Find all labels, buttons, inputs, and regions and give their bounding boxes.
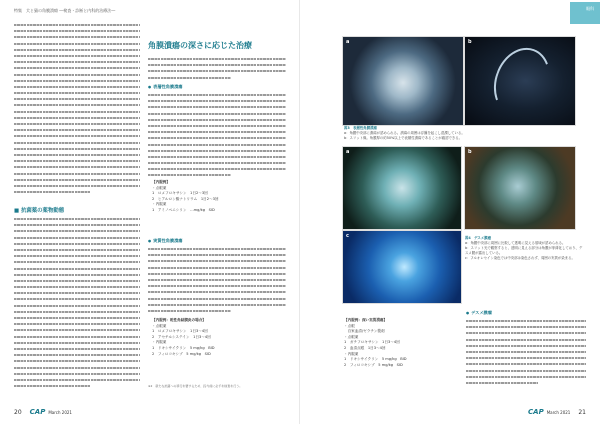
right-page — [300, 0, 600, 424]
footer-right: CAP March 2021 21 — [528, 408, 586, 416]
body-text-column-2c — [148, 246, 286, 314]
subheading-superficial: ● 表層性角膜潰瘍 — [148, 84, 182, 90]
prescription-box-3: 【内服例：深い実質潰瘍】 ・点眼 自家血清/ゼラチン製剤 ・点眼薬 1 ガチフロキサシン 1日3〜4回 2 血清点眼 1日3〜4回 ・内服薬 1 ドキシサイクリン 5 mg/kg BID 2 フィロコキシブ 5 mg/kg SID — [344, 318, 407, 367]
subheading-stromal: ● 実質性角膜潰瘍 — [148, 238, 182, 244]
main-section-title: 角膜潰瘍の深さに応じた治療 — [148, 41, 252, 50]
caption-fig4: 図4 デスメ膜瘤 a：角膜中央部に周囲に比較して透明に見える領域が認められる。 b：スリット光で観察すると、透明に見える部分は角膜が菲薄化しており、デスメ膜が露出している。 c：フルオレセイン染色では中央部は染色されず、周囲の実質が染まる。 — [465, 236, 583, 260]
caption-fig3: 図3 表層性角膜潰瘍 a：角膜中央部に潰瘍が認められる。潰瘍の周囲は浮腫を起こし混濁している。 b：スリット像。角膜厚の約50%以上で表層性潰瘍であることが確認できる。 — [344, 126, 465, 140]
body-text-column-1 — [14, 22, 140, 195]
chapter-tab — [570, 2, 600, 24]
body-text-column-1b — [14, 216, 140, 389]
prescription-box-1: 【内服例】 ・点眼薬 1 ロメフロキサシン 1日2〜3回 2 ヒアルロン酸ナトリウム 1日2〜3回 ・内服薬 1 アミノペニシリン …mg/kg SID — [152, 180, 219, 212]
prescription-box-2: 【内服例：乾性角結膜炎の場合】 ・点眼薬 1 ロメフロキサシン 1日3〜4回 2 アセチルシステイン 1日3〜4回 ・内服薬 1 ドキシサイクリン 5 mg/kg BID 2 フィロコキシブ 5 mg/kg SID — [152, 318, 215, 356]
photo-fig3a: a — [342, 36, 464, 126]
body-text-column-3 — [466, 318, 586, 386]
chapter-tab-label: 眼科 — [586, 6, 594, 11]
body-text-column-2b — [148, 92, 286, 179]
photo-fig4b: b — [464, 146, 576, 230]
photo-fig4a: a — [342, 146, 462, 230]
body-text-column-2 — [148, 56, 286, 81]
running-header: 特集 犬と猫の角膜潰瘍 ―検査・診断と内科的治療法― — [14, 8, 116, 13]
photo-fig3b: b — [464, 36, 576, 126]
footnote: ※2 新たな抗菌への移行を要するため、投与前に必ずを検査を行う。 — [148, 384, 243, 388]
footer-left: 20 CAP March 2021 — [14, 408, 72, 416]
subheading-descemetocele: ● デスメ膜瘤 — [466, 310, 492, 316]
section-heading-pharmacokinetics: ■ 抗菌薬の薬物動態 — [14, 208, 65, 214]
photo-fig4c: c — [342, 230, 462, 304]
